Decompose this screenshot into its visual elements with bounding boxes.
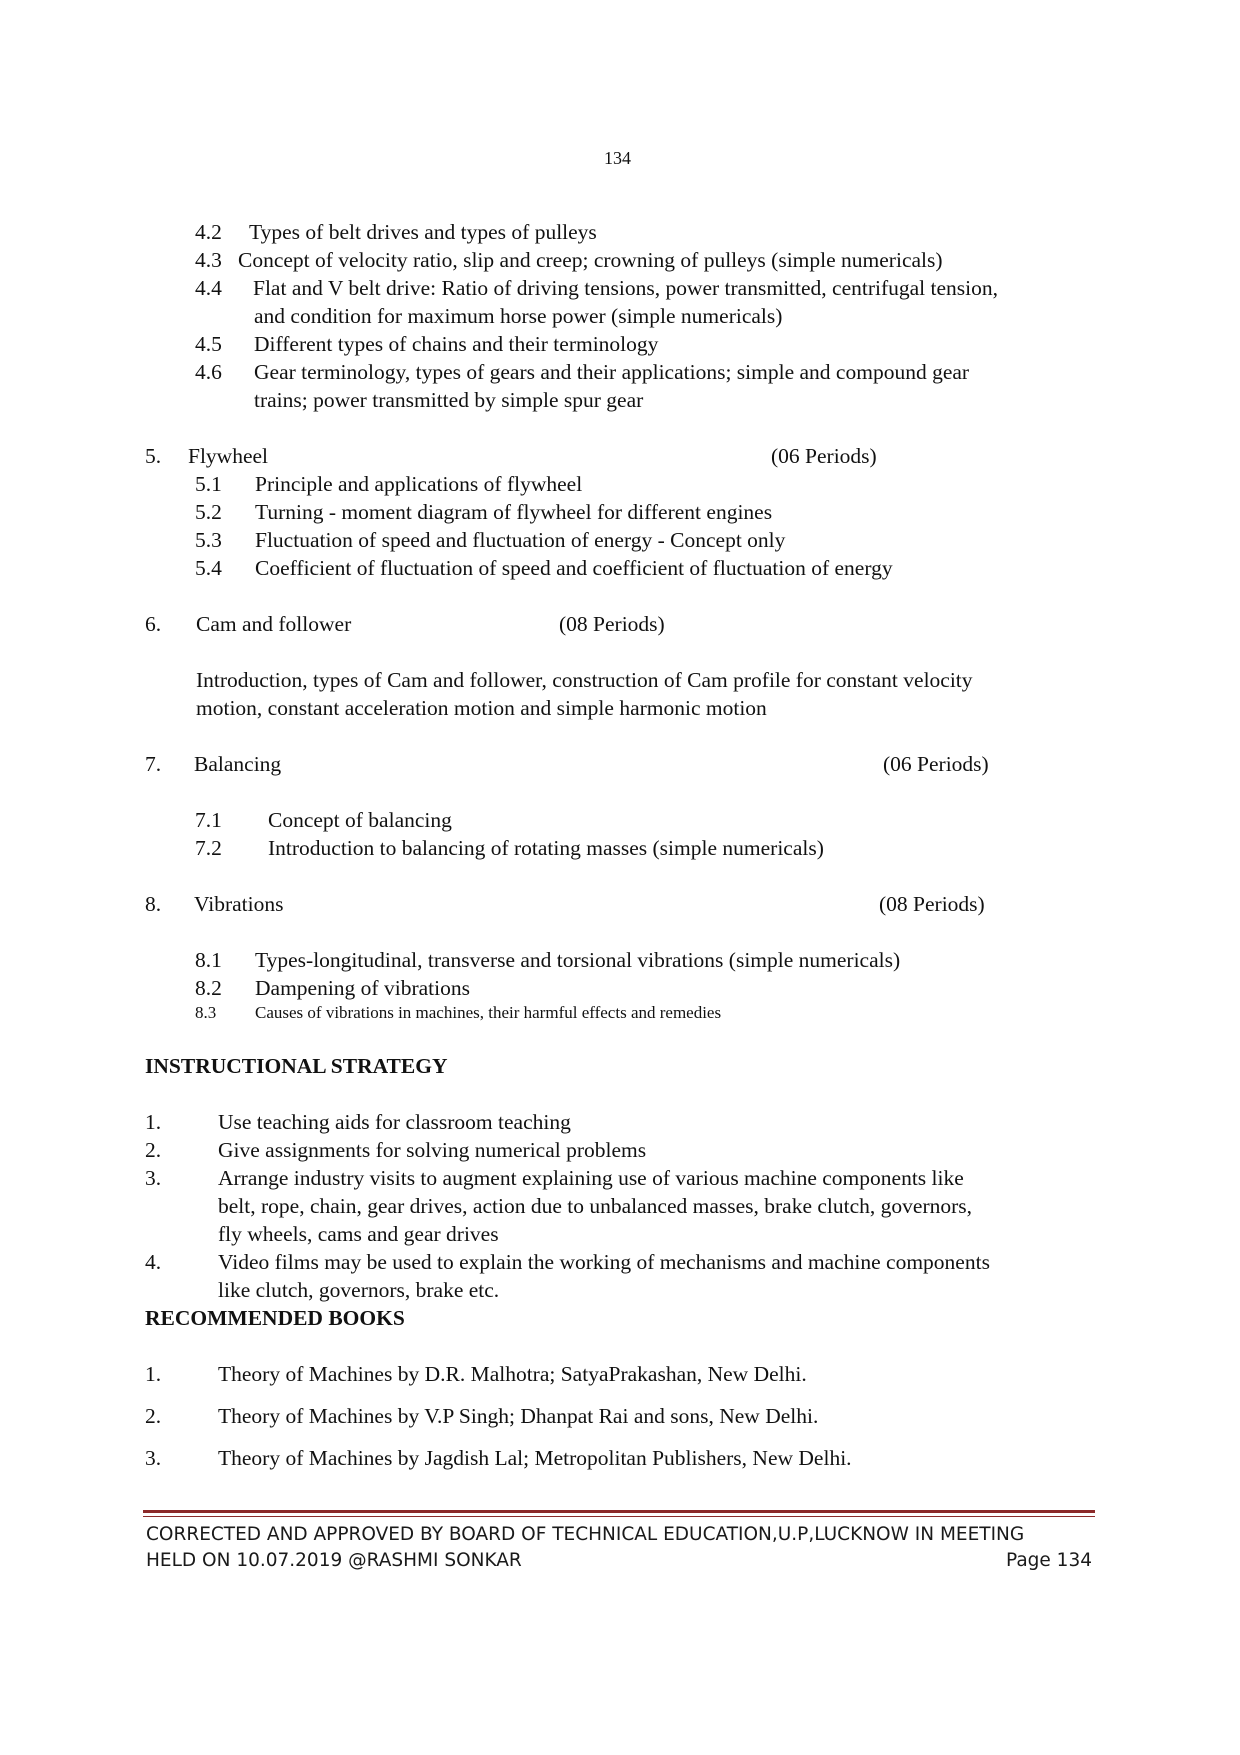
section-heading: INSTRUCTIONAL STRATEGY <box>145 1054 448 1078</box>
unit-periods: (08 Periods) <box>879 892 985 916</box>
page-number: 134 <box>604 148 631 168</box>
list-text: Give assignments for solving numerical problems <box>218 1138 647 1162</box>
list-text-continued: like clutch, governors, brake etc. <box>218 1278 500 1302</box>
list-text: Video films may be used to explain the working of mechanisms and machine components <box>218 1250 990 1274</box>
item-number: 4.3 <box>195 248 222 272</box>
unit-description-continued: motion, constant acceleration motion and simple harmonic motion <box>196 696 767 720</box>
item-text: Concept of balancing <box>268 808 452 832</box>
book-entry: Theory of Machines by V.P Singh; Dhanpat Rai and sons, New Delhi. <box>218 1404 819 1428</box>
list-number: 3. <box>145 1446 162 1470</box>
item-text: Different types of chains and their terminology <box>254 332 659 356</box>
item-number: 8.3 <box>195 1003 217 1022</box>
item-number: 4.5 <box>195 332 222 356</box>
unit-periods: (06 Periods) <box>771 444 877 468</box>
list-number: 4. <box>145 1250 162 1274</box>
item-number: 4.6 <box>195 360 222 384</box>
item-text: Causes of vibrations in machines, their harmful effects and remedies <box>255 1003 722 1022</box>
item-text: Gear terminology, types of gears and their applications; simple and compound gear <box>254 360 970 384</box>
footer-rule-thin <box>143 1516 1095 1517</box>
section-heading: RECOMMENDED BOOKS <box>145 1306 405 1330</box>
item-text: Fluctuation of speed and fluctuation of energy - Concept only <box>255 528 786 552</box>
list-number: 2. <box>145 1404 162 1428</box>
book-entry: Theory of Machines by Jagdish Lal; Metropolitan Publishers, New Delhi. <box>218 1446 852 1470</box>
item-text: Introduction to balancing of rotating masses (simple numericals) <box>268 836 824 860</box>
item-text-continued: and condition for maximum horse power (simple numericals) <box>254 304 783 328</box>
item-number: 5.2 <box>195 500 222 524</box>
book-entry: Theory of Machines by D.R. Malhotra; SatyaPrakashan, New Delhi. <box>218 1362 807 1386</box>
unit-periods: (08 Periods) <box>559 612 665 636</box>
list-number: 2. <box>145 1138 162 1162</box>
item-text: Dampening of vibrations <box>255 976 470 1000</box>
list-number: 3. <box>145 1166 162 1190</box>
unit-title: Flywheel <box>188 444 269 468</box>
item-text: Types-longitudinal, transverse and torsional vibrations (simple numericals) <box>255 948 901 972</box>
item-number: 7.2 <box>195 836 222 860</box>
unit-number: 6. <box>145 612 162 636</box>
list-text: Arrange industry visits to augment explaining use of various machine components like <box>218 1166 964 1190</box>
footer-rule-thick <box>143 1510 1095 1513</box>
item-number: 5.4 <box>195 556 222 580</box>
item-text: Flat and V belt drive: Ratio of driving tensions, power transmitted, centrifugal tension, <box>253 276 999 300</box>
item-number: 8.2 <box>195 976 222 1000</box>
list-text: Use teaching aids for classroom teaching <box>218 1110 571 1134</box>
unit-periods: (06 Periods) <box>883 752 989 776</box>
unit-number: 7. <box>145 752 162 776</box>
item-number: 7.1 <box>195 808 222 832</box>
item-number: 5.1 <box>195 472 222 496</box>
item-text: Types of belt drives and types of pulleys <box>249 220 597 244</box>
item-text: Concept of velocity ratio, slip and creep; crowning of pulleys (simple numericals) <box>238 248 943 272</box>
item-number: 4.2 <box>195 220 222 244</box>
item-text: Turning - moment diagram of flywheel for different engines <box>255 500 773 524</box>
item-text-continued: trains; power transmitted by simple spur gear <box>254 388 644 412</box>
list-text-continued: fly wheels, cams and gear drives <box>218 1222 499 1246</box>
unit-number: 8. <box>145 892 162 916</box>
unit-number: 5. <box>145 444 162 468</box>
item-text: Coefficient of fluctuation of speed and coefficient of fluctuation of energy <box>255 556 893 580</box>
item-number: 4.4 <box>195 276 222 300</box>
list-text-continued: belt, rope, chain, gear drives, action due to unbalanced masses, brake clutch, governors, <box>218 1194 973 1218</box>
list-number: 1. <box>145 1110 162 1134</box>
item-number: 8.1 <box>195 948 222 972</box>
footer-approval-line2: HELD ON 10.07.2019 @RASHMI SONKAR <box>146 1550 522 1571</box>
item-number: 5.3 <box>195 528 222 552</box>
footer-approval-line1: CORRECTED AND APPROVED BY BOARD OF TECHNICAL EDUCATION,U.P,LUCKNOW IN MEETING <box>146 1524 1025 1545</box>
unit-title: Balancing <box>194 752 282 776</box>
unit-title: Vibrations <box>194 892 284 916</box>
footer-page-label: Page 134 <box>1006 1550 1092 1571</box>
unit-title: Cam and follower <box>196 612 352 636</box>
list-number: 1. <box>145 1362 162 1386</box>
item-text: Principle and applications of flywheel <box>255 472 583 496</box>
unit-description: Introduction, types of Cam and follower, construction of Cam profile for constant velocity <box>196 668 973 692</box>
